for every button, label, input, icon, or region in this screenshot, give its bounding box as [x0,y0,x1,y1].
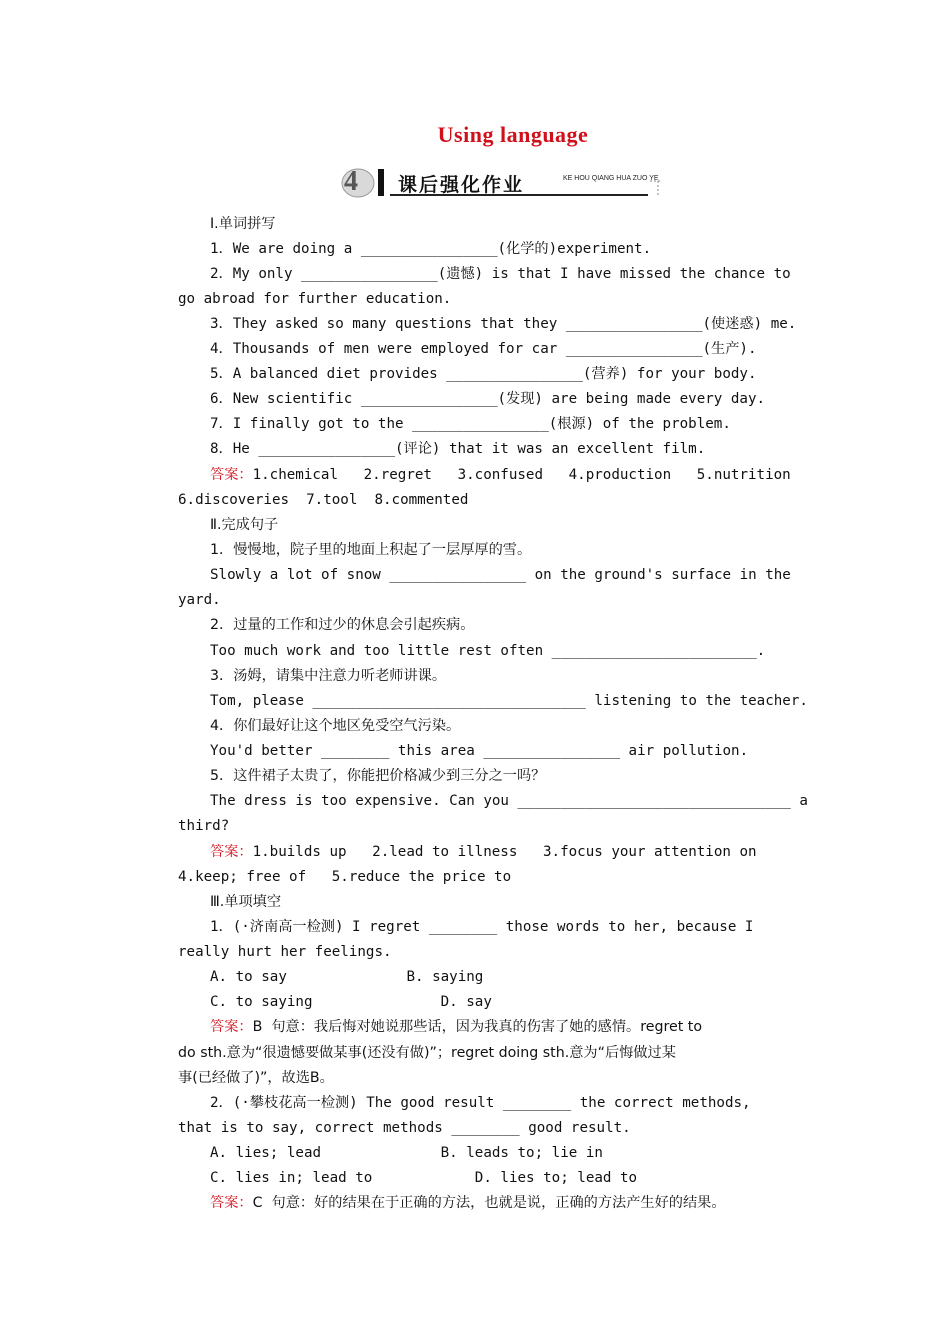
banner-subtext: KE HOU QIANG HUA ZUO YE [563,175,659,182]
question-line: 2．过量的工作和过少的休息会引起疾病。 [210,617,475,633]
section-heading-3: Ⅲ.单项填空 [210,894,282,910]
question-line: 5．A balanced diet provides ________________(营养) for your body. [210,366,757,382]
section-banner [338,166,660,198]
answer-label: 答案： [210,844,253,860]
answer-label: 答案： [210,1019,253,1035]
question-line: Tom, please ________________________________ listening to the teacher. [210,693,808,709]
answer-text: 1.chemical 2.regret 3.confused 4.production 5.nutrition [252,467,791,483]
question-line: that is to say, correct methods ________ good result. [178,1120,631,1136]
option-line: A. to say B. saying [210,969,484,985]
answer-label: 答案： [210,1195,253,1211]
option-line: C. lies in; lead to D. lies to; lead to [210,1170,638,1186]
question-line: 1．We are doing a ________________(化学的)experiment. [210,241,652,257]
question-line: 1．慢慢地，院子里的地面上积起了一层厚厚的雪。 [210,542,532,558]
question-line: 2．(·攀枝花高一检测) The good result ________ the correct methods, [210,1095,751,1111]
answer-line: do sth.意为“很遗憾要做某事(还没有做)”；regret doing sth.意为“后悔做过某 [178,1045,676,1061]
answer-text: 1.builds up 2.lead to illness 3.focus your attention on [252,844,757,860]
question-line: yard. [178,592,221,608]
question-line: 6．New scientific ________________(发现) are being made every day. [210,391,766,407]
section-heading-2: Ⅱ.完成句子 [210,517,279,533]
option-line: A. lies; lead B. leads to; lie in [210,1145,603,1161]
question-line: Slowly a lot of snow ________________ on the ground's surface in the [210,567,791,583]
answer-line [210,465,791,485]
question-line: 4．你们最好让这个地区免受空气污染。 [210,718,461,734]
question-line: 7．I finally got to the ________________(根源) of the problem. [210,416,731,432]
answer-line: 4.keep; free of 5.reduce the price to [178,869,512,885]
question-line: 1．(·济南高一检测) I regret ________ those words to her, because I [210,919,754,935]
page-title: Using language [437,122,589,147]
question-line: Too much work and too little rest often ________________________. [210,643,766,659]
answer-text: C 句意：好的结果在于正确的方法，也就是说，正确的方法产生好的结果。 [252,1195,726,1211]
question-line: The dress is too expensive. Can you ________________________________ a [210,793,808,809]
question-line: third? [178,818,230,834]
question-line: go abroad for further education. [178,291,452,307]
question-line: 2．My only ________________(遗憾) is that I have missed the chance to [210,266,791,282]
banner-text: 课后强化作业 [398,174,525,196]
question-line: really hurt her feelings. [178,944,392,960]
question-line: 3．汤姆，请集中注意力听老师讲课。 [210,668,447,684]
banner-number: 4 [344,166,358,197]
section-heading-1: Ⅰ.单词拼写 [210,216,276,232]
answer-line: 6.discoveries 7.tool 8.commented [178,492,469,508]
question-line: You'd better ________ this area ________________ air pollution. [210,743,749,759]
question-line: 4．Thousands of men were employed for car ________________(生产). [210,341,757,357]
question-line: 5．这件裙子太贵了，你能把价格减少到三分之一吗？ [210,768,546,784]
answer-text: B 句意：我后悔对她说那些话，因为我真的伤害了她的感情。regret to [252,1019,703,1035]
answer-line [210,1193,726,1213]
answer-label: 答案： [210,467,253,483]
question-line: 8．He ________________(评论) that it was an excellent film. [210,441,706,457]
answer-line [210,842,757,862]
answer-line [210,1017,702,1037]
question-line: 3．They asked so many questions that they ________________(使迷惑) me. [210,316,797,332]
answer-line: 事(已经做了)”，故选B。 [178,1070,334,1086]
option-line: C. to saying D. say [210,994,492,1010]
